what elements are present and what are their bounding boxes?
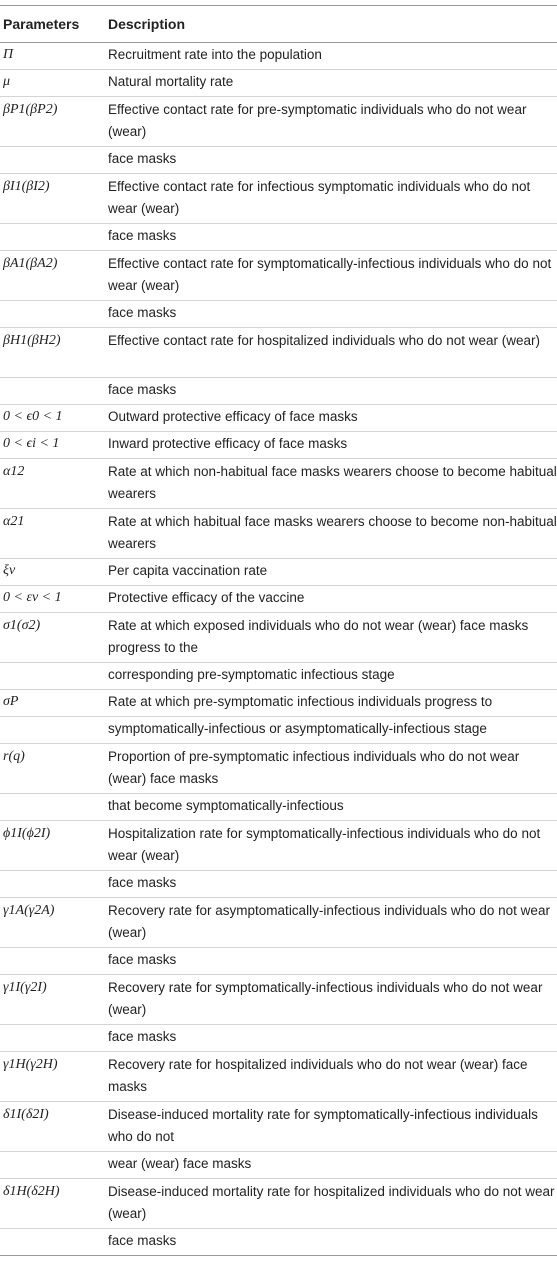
parameter-description: face masks [107,1025,557,1052]
parameter-description: Effective contact rate for infectious symptomatic individuals who do not wear (wear) [107,174,557,224]
table-row [0,509,557,559]
parameter-description: wear (wear) face masks [107,1152,557,1179]
table-row [0,174,557,224]
parameter-symbol: γ1H(γ2H) [0,1052,107,1102]
parameter-symbol: σ1(σ2) [0,613,107,663]
table-header [0,6,557,43]
parameter-symbol [0,717,107,744]
table-row [0,43,557,70]
parameter-symbol [0,871,107,898]
parameter-description: Per capita vaccination rate [107,559,557,586]
parameter-description: Effective contact rate for hospitalized individuals who do not wear (wear) [107,328,557,378]
table-row-continuation [0,1152,557,1179]
table-row-continuation [0,717,557,744]
table-row-continuation [0,871,557,898]
parameter-description: Rate at which non-habitual face masks wearers choose to become habitual wearers [107,459,557,509]
table-row-continuation [0,794,557,821]
table-row [0,432,557,459]
table-row-continuation [0,1025,557,1052]
header-description: Description [107,6,557,43]
parameter-description: Proportion of pre-symptomatic infectious individuals who do not wear (wear) face masks [107,744,557,794]
parameter-symbol: α12 [0,459,107,509]
parameter-symbol: σP [0,690,107,717]
table-row [0,898,557,948]
parameter-description: corresponding pre-symptomatic infectious stage [107,663,557,690]
table-row [0,1179,557,1229]
table-row [0,690,557,717]
parameter-symbol [0,948,107,975]
table-row [0,97,557,147]
parameter-description: face masks [107,948,557,975]
parameter-description: face masks [107,224,557,251]
table-row [0,1052,557,1102]
parameter-symbol: βP1(βP2) [0,97,107,147]
parameter-symbol: μ [0,70,107,97]
table-row-continuation [0,301,557,328]
table-row-continuation [0,224,557,251]
parameter-description: Rate at which exposed individuals who do not wear (wear) face masks progress to the [107,613,557,663]
table-row [0,251,557,301]
parameter-symbol: βH1(βH2) [0,328,107,378]
parameter-symbol: δ1H(δ2H) [0,1179,107,1229]
table-row [0,328,557,378]
parameter-symbol: βI1(βI2) [0,174,107,224]
parameter-symbol [0,1025,107,1052]
table-row [0,744,557,794]
parameter-symbol: 0 < εv < 1 [0,586,107,613]
parameter-symbol: ξv [0,559,107,586]
table-row-continuation [0,663,557,690]
table-row-continuation [0,378,557,405]
parameter-symbol [0,147,107,174]
parameter-symbol: 0 < ϵ0 < 1 [0,405,107,432]
parameter-description: Effective contact rate for symptomatically-infectious individuals who do not wear (wear) [107,251,557,301]
parameter-symbol [0,1229,107,1256]
parameter-symbol: γ1I(γ2I) [0,975,107,1025]
table-row [0,975,557,1025]
parameter-description: face masks [107,147,557,174]
parameter-description: symptomatically-infectious or asymptomatically-infectious stage [107,717,557,744]
parameter-description: Effective contact rate for pre-symptomatic individuals who do not wear (wear) [107,97,557,147]
parameter-description: Recovery rate for asymptomatically-infectious individuals who do not wear (wear) [107,898,557,948]
parameter-symbol [0,301,107,328]
parameter-description: Rate at which pre-symptomatic infectious individuals progress to [107,690,557,717]
parameter-symbol [0,1152,107,1179]
parameter-symbol: 0 < ϵi < 1 [0,432,107,459]
parameter-symbol: Π [0,43,107,70]
parameter-symbol [0,224,107,251]
parameter-symbol: ϕ1I(ϕ2I) [0,821,107,871]
parameter-symbol: γ1A(γ2A) [0,898,107,948]
parameters-table [0,5,557,1256]
table-row-continuation [0,147,557,174]
table-row-continuation [0,948,557,975]
parameter-description: face masks [107,378,557,405]
table-row [0,586,557,613]
table-row [0,459,557,509]
parameter-description: Hospitalization rate for symptomatically-infectious individuals who do not wear (wear) [107,821,557,871]
parameter-symbol [0,378,107,405]
parameter-symbol [0,794,107,821]
parameter-symbol: α21 [0,509,107,559]
parameter-description: face masks [107,301,557,328]
parameter-description: face masks [107,1229,557,1256]
parameter-symbol: δ1I(δ2I) [0,1102,107,1152]
parameter-description: Inward protective efficacy of face masks [107,432,557,459]
table-row [0,405,557,432]
parameter-description: Disease-induced mortality rate for symptomatically-infectious individuals who do not [107,1102,557,1152]
table-row [0,70,557,97]
parameter-description: Protective efficacy of the vaccine [107,586,557,613]
parameter-description: Recovery rate for symptomatically-infectious individuals who do not wear (wear) [107,975,557,1025]
header-parameters: Parameters [0,6,107,43]
parameter-description: Recovery rate for hospitalized individuals who do not wear (wear) face masks [107,1052,557,1102]
parameter-description: Rate at which habitual face masks wearers choose to become non-habitual wearers [107,509,557,559]
header-row [0,6,557,43]
parameter-description: Disease-induced mortality rate for hospitalized individuals who do not wear (wear) [107,1179,557,1229]
table-row-continuation [0,1229,557,1256]
parameter-description: that become symptomatically-infectious [107,794,557,821]
table-row [0,1102,557,1152]
parameter-symbol [0,663,107,690]
table-body [0,43,557,1256]
parameter-symbol: r(q) [0,744,107,794]
parameter-description: Recruitment rate into the population [107,43,557,70]
parameter-description: face masks [107,871,557,898]
table-row [0,613,557,663]
parameter-description: Natural mortality rate [107,70,557,97]
parameter-description: Outward protective efficacy of face masks [107,405,557,432]
parameter-symbol: βA1(βA2) [0,251,107,301]
table-row [0,559,557,586]
table-row [0,821,557,871]
